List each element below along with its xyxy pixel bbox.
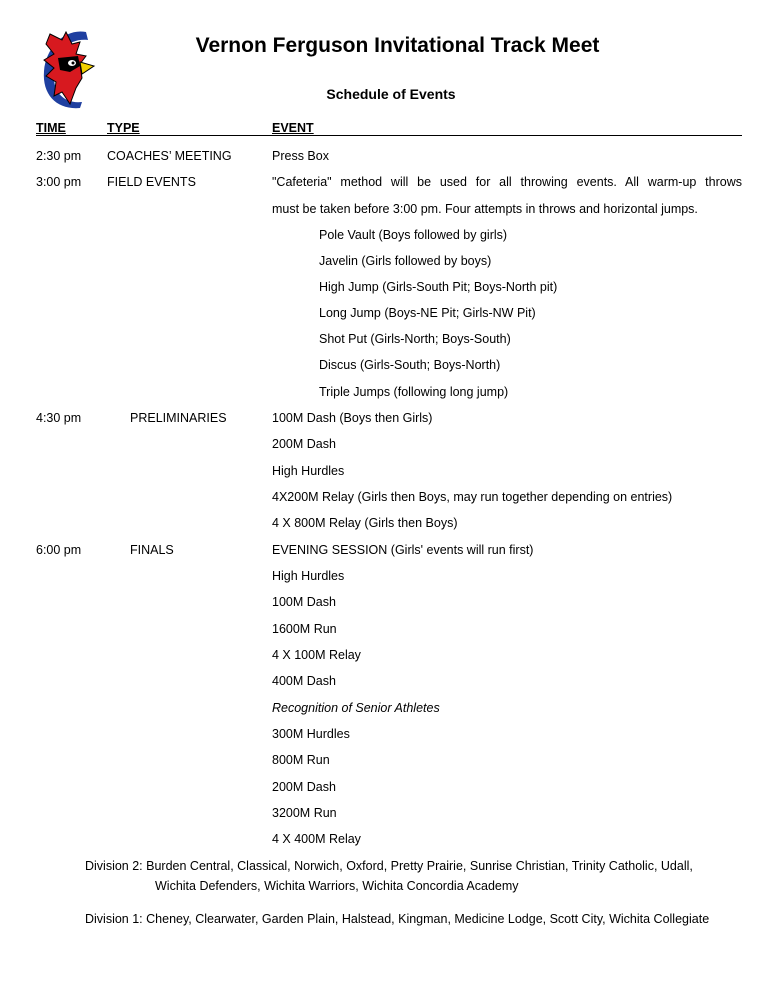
list-item: Long Jump (Boys-NE Pit; Girls-NW Pit) <box>319 306 536 320</box>
page-title: Vernon Ferguson Invitational Track Meet <box>195 34 600 57</box>
list-item: 4 X 800M Relay (Girls then Boys) <box>272 516 458 530</box>
list-item: 300M Hurdles <box>272 727 350 741</box>
column-header-time: TIME <box>36 121 66 135</box>
list-item: 400M Dash <box>272 674 336 688</box>
event-cell: Press Box <box>272 149 329 163</box>
list-item: 100M Dash (Boys then Girls) <box>272 411 433 425</box>
column-header-event: EVENT <box>272 121 314 135</box>
list-item: 200M Dash <box>272 437 336 451</box>
field-events-description-line: must be taken before 3:00 pm. Four attempts in throws and horizontal jumps. <box>272 202 698 216</box>
list-item: High Jump (Girls-South Pit; Boys-North pit) <box>319 280 558 294</box>
list-item: Discus (Girls-South; Boys-North) <box>319 358 501 372</box>
list-item: EVENING SESSION (Girls' events will run first) <box>272 543 534 557</box>
list-item: Triple Jumps (following long jump) <box>319 385 509 399</box>
type-cell: COACHES’ MEETING <box>107 149 232 163</box>
list-item: 800M Run <box>272 753 330 767</box>
list-item-italic-note: Recognition of Senior Athletes <box>272 701 440 715</box>
time-cell: 6:00 pm <box>36 543 82 557</box>
list-item: 200M Dash <box>272 780 336 794</box>
column-header-type: TYPE <box>107 121 140 135</box>
list-item: 4 X 400M Relay <box>272 832 361 846</box>
header-divider <box>36 135 742 136</box>
list-item: 4 X 100M Relay <box>272 648 361 662</box>
type-cell: FINALS <box>130 543 174 557</box>
field-events-description-line: "Cafeteria" method will be used for all throwing events. All warm-up throws <box>272 175 742 189</box>
list-item: 100M Dash <box>272 595 336 609</box>
list-item: 4X200M Relay (Girls then Boys, may run together depending on entries) <box>272 490 673 504</box>
list-item: Javelin (Girls followed by boys) <box>319 254 492 268</box>
time-cell: 4:30 pm <box>36 411 82 425</box>
division-2-text: Division 2: Burden Central, Classical, Norwich, Oxford, Pretty Prairie, Sunrise Christian, Trinity Catholic, Udall, <box>85 859 693 873</box>
type-cell: FIELD EVENTS <box>107 175 196 189</box>
page-subtitle: Schedule of Events <box>326 86 456 102</box>
list-item: Pole Vault (Boys followed by girls) <box>319 228 508 242</box>
list-item: High Hurdles <box>272 464 345 478</box>
list-item: Shot Put (Girls-North; Boys-South) <box>319 332 511 346</box>
division-1-text: Division 1: Cheney, Clearwater, Garden Plain, Halstead, Kingman, Medicine Lodge, Scott City, Wichita Collegiate <box>85 912 710 926</box>
division-2-text-continued: Wichita Defenders, Wichita Warriors, Wichita Concordia Academy <box>155 879 519 893</box>
list-item: 3200M Run <box>272 806 337 820</box>
list-item: 1600M Run <box>272 622 337 636</box>
time-cell: 3:00 pm <box>36 175 82 189</box>
list-item: High Hurdles <box>272 569 345 583</box>
time-cell: 2:30 pm <box>36 149 82 163</box>
type-cell: PRELIMINARIES <box>130 411 227 425</box>
